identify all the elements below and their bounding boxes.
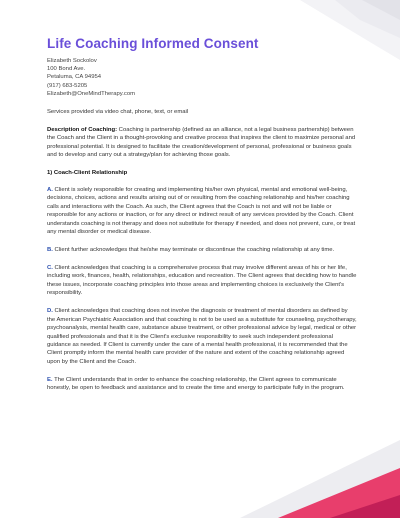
clause-letter: D. [47,308,53,315]
section-heading: 1) Coach-Client Relationship [47,170,128,177]
description-label: Description of Coaching: [47,126,118,133]
clause-letter: A. [47,186,53,193]
clause-a [47,186,357,237]
services-line: Services provided via video chat, phone, text, or email [47,109,189,116]
description-text: Coaching is partnership (defined as an alliance, not a legal business partnership) between the Coach and the Client in a thought-provoking and creative process that inspires the client to maximize personal and professional potential. It is designed to facilitate the creation/development of personal, professional or business goals and to develop and carry out a strategy/plan for achieving those goals. [47,126,356,159]
clause-letter: C. [47,264,53,271]
contact-block [47,57,357,98]
corner-shape-top-small [362,0,400,20]
clause-text: The Client understands that in order to enhance the coaching relationship, the Client agrees to communicate honestly, be open to feedback and assistance and to create the time and energy to participate fully in the program. [47,376,345,392]
corner-shape-bottom-pink [278,468,400,518]
contact-city: Petaluma, CA 94954 [47,74,102,81]
document-title: Life Coaching Informed Consent [47,36,259,51]
contact-street: 100 Bond Ave. [47,66,86,73]
corner-shape-bottom-grey [240,440,400,518]
clause-text: Client is solely responsible for creating and implementing his/her own physical, mental and emotional well-being, decisions, choices, actions and results arising out of or resulting from the coaching relationship and his/her coaching calls and interactions with the Coach. As such, the Client agrees that the Coach is not and will not be liable or responsible for any actions or inaction, or for any direct or indirect result of any services provided by the Coach. Client understands coaching is not therapy and does not substitute for therapy if needed, and does not prevent, cure, or treat any mental disorder or medical disease. [47,186,356,235]
clause-letter: E. [47,376,53,383]
clause-b [47,246,357,254]
corner-shape-bottom-magenta [330,495,400,518]
clause-c [47,264,357,298]
description-paragraph [47,126,357,160]
clause-text: Client acknowledges that coaching is a comprehensive process that may involve different areas of his or her life, including work, finances, health, relationships, education and recreation. The Client agrees that deciding how to handle these issues, incorporate coaching principles into those areas and implementing choices is exclusively the Client's responsibility. [47,264,357,297]
clause-e [47,376,357,393]
document-page [47,36,357,393]
contact-name: Elizabeth Sockolov [47,58,97,64]
clause-d [47,307,357,366]
clause-text: Client further acknowledges that he/she may terminate or discontinue the coaching relationship at any time. [52,246,335,253]
clause-text: Client acknowledges that coaching does not involve the diagnosis or treatment of mental disorders as defined by the American Psychiatric Association and that coaching is not to be used as a substitute for counseling, psychotherapy, psychoanalysis, mental health care, substance abuse treatment, or other professional advice by legal, medical or other qualified professionals and that it is the Client's exclusive responsibility to seek such independent professional guidance as needed. If Client is currently under the care of a mental health professional, it is recommended that the Client promptly inform the mental health care provider of the nature and extent of the coaching relationship agreed upon by the Client and the Coach. [47,308,357,365]
clause-letter: B. [47,246,53,253]
contact-email: Elizabeth@OneMindTherapy.com [47,90,136,97]
corner-shape-top-mid [335,0,400,38]
contact-phone: (917) 683-5205 [47,82,88,89]
